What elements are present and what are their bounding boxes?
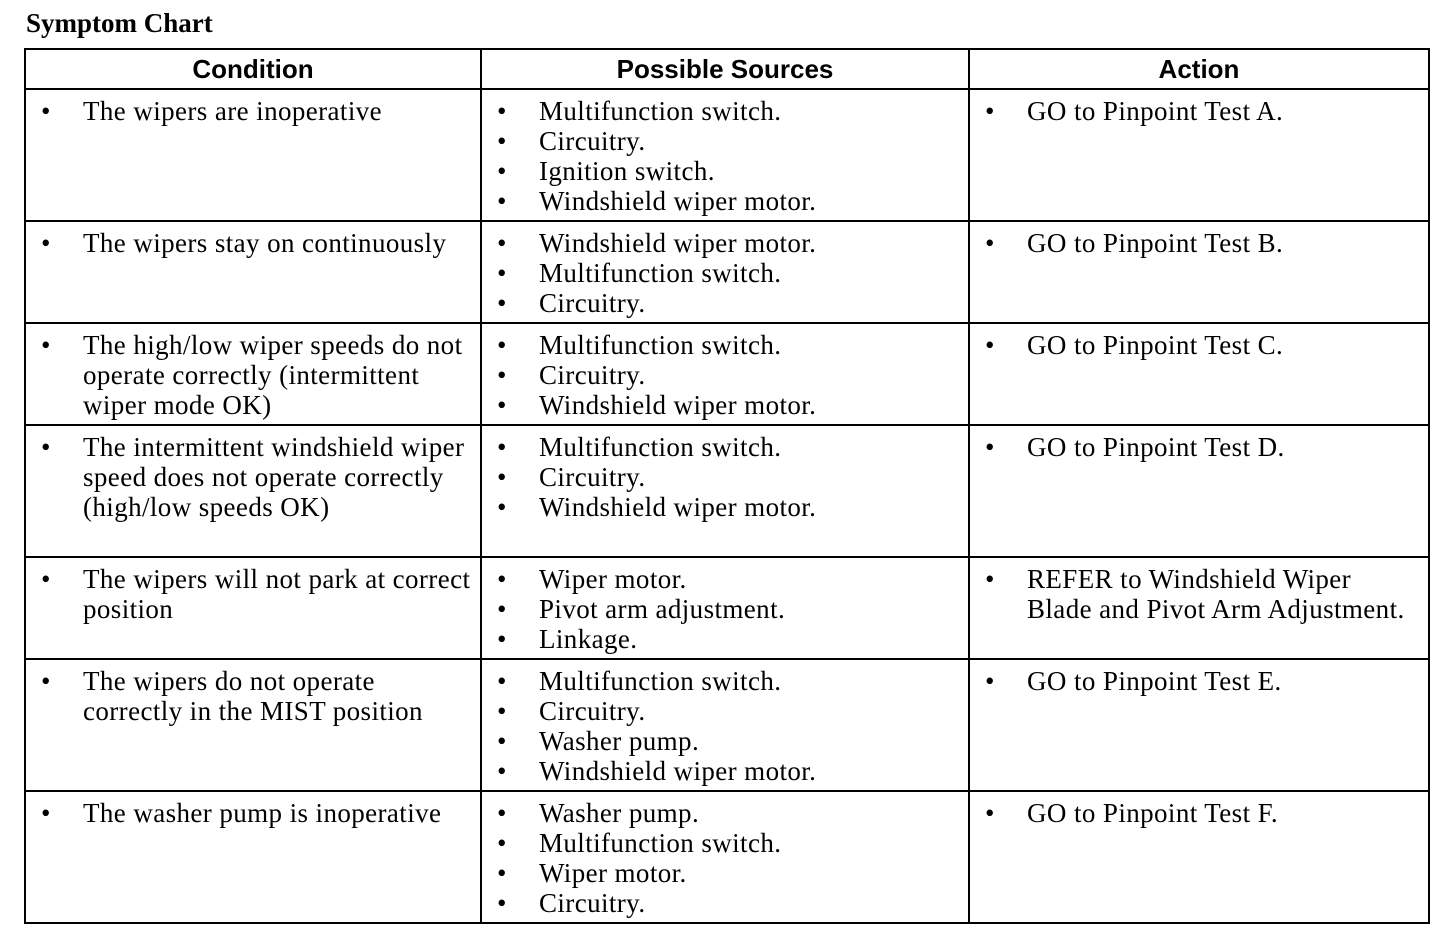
source-item: • Ignition switch. [482, 156, 960, 186]
source-item: • Washer pump. [482, 726, 960, 756]
source-item: • Circuitry. [482, 888, 960, 918]
condition-text: • The washer pump is inoperative [26, 798, 472, 828]
condition-cell [25, 89, 481, 221]
source-item: • Multifunction switch. [482, 666, 960, 696]
sources-cell [481, 89, 969, 221]
condition-cell [25, 791, 481, 923]
source-item: • Windshield wiper motor. [482, 492, 960, 522]
table-row [25, 425, 1429, 557]
symptom-table [24, 48, 1430, 924]
source-item: • Windshield wiper motor. [482, 186, 960, 216]
header-condition: Condition [25, 49, 481, 89]
action-cell [969, 425, 1429, 557]
source-item: • Circuitry. [482, 696, 960, 726]
source-item: • Windshield wiper motor. [482, 756, 960, 786]
sources-cell [481, 323, 969, 425]
sources-cell [481, 557, 969, 659]
table-row [25, 659, 1429, 791]
condition-text: • The wipers do not operate correctly in the MIST position [26, 666, 472, 726]
action-text: • GO to Pinpoint Test E. [970, 666, 1420, 696]
action-text: • REFER to Windshield Wiper Blade and Pivot Arm Adjustment. [970, 564, 1420, 624]
table-row [25, 221, 1429, 323]
table-row [25, 557, 1429, 659]
source-item: • Pivot arm adjustment. [482, 594, 960, 624]
table-row [25, 791, 1429, 923]
sources-cell [481, 425, 969, 557]
action-cell [969, 323, 1429, 425]
source-item: • Wiper motor. [482, 858, 960, 888]
action-text: • GO to Pinpoint Test F. [970, 798, 1420, 828]
source-item: • Linkage. [482, 624, 960, 654]
condition-cell [25, 323, 481, 425]
condition-cell [25, 221, 481, 323]
action-cell [969, 221, 1429, 323]
condition-text: • The high/low wiper speeds do not operate correctly (intermittent wiper mode OK) [26, 330, 472, 420]
header-possible-sources: Possible Sources [481, 49, 969, 89]
condition-cell [25, 557, 481, 659]
condition-cell [25, 425, 481, 557]
table-row [25, 323, 1429, 425]
table-row [25, 89, 1429, 221]
source-item: • Circuitry. [482, 126, 960, 156]
source-item: • Multifunction switch. [482, 96, 960, 126]
source-item: • Windshield wiper motor. [482, 228, 960, 258]
source-item: • Multifunction switch. [482, 828, 960, 858]
action-text: • GO to Pinpoint Test C. [970, 330, 1420, 360]
action-text: • GO to Pinpoint Test D. [970, 432, 1420, 462]
action-cell [969, 557, 1429, 659]
page-title: Symptom Chart [26, 8, 213, 38]
source-item: • Washer pump. [482, 798, 960, 828]
source-item: • Circuitry. [482, 360, 960, 390]
condition-text: • The wipers will not park at correct position [26, 564, 472, 624]
source-item: • Multifunction switch. [482, 258, 960, 288]
table-header-row [25, 49, 1429, 89]
source-item: • Multifunction switch. [482, 432, 960, 462]
source-item: • Circuitry. [482, 462, 960, 492]
action-cell [969, 791, 1429, 923]
condition-cell [25, 659, 481, 791]
action-text: • GO to Pinpoint Test A. [970, 96, 1420, 126]
source-item: • Circuitry. [482, 288, 960, 318]
sources-cell [481, 791, 969, 923]
condition-text: • The wipers are inoperative [26, 96, 472, 126]
source-item: • Windshield wiper motor. [482, 390, 960, 420]
action-cell [969, 89, 1429, 221]
sources-cell [481, 659, 969, 791]
action-cell [969, 659, 1429, 791]
condition-text: • The intermittent windshield wiper speed does not operate correctly (high/low speeds OK) [26, 432, 472, 522]
condition-text: • The wipers stay on continuously [26, 228, 472, 258]
sources-cell [481, 221, 969, 323]
action-text: • GO to Pinpoint Test B. [970, 228, 1420, 258]
header-action: Action [969, 49, 1429, 89]
source-item: • Multifunction switch. [482, 330, 960, 360]
source-item: • Wiper motor. [482, 564, 960, 594]
